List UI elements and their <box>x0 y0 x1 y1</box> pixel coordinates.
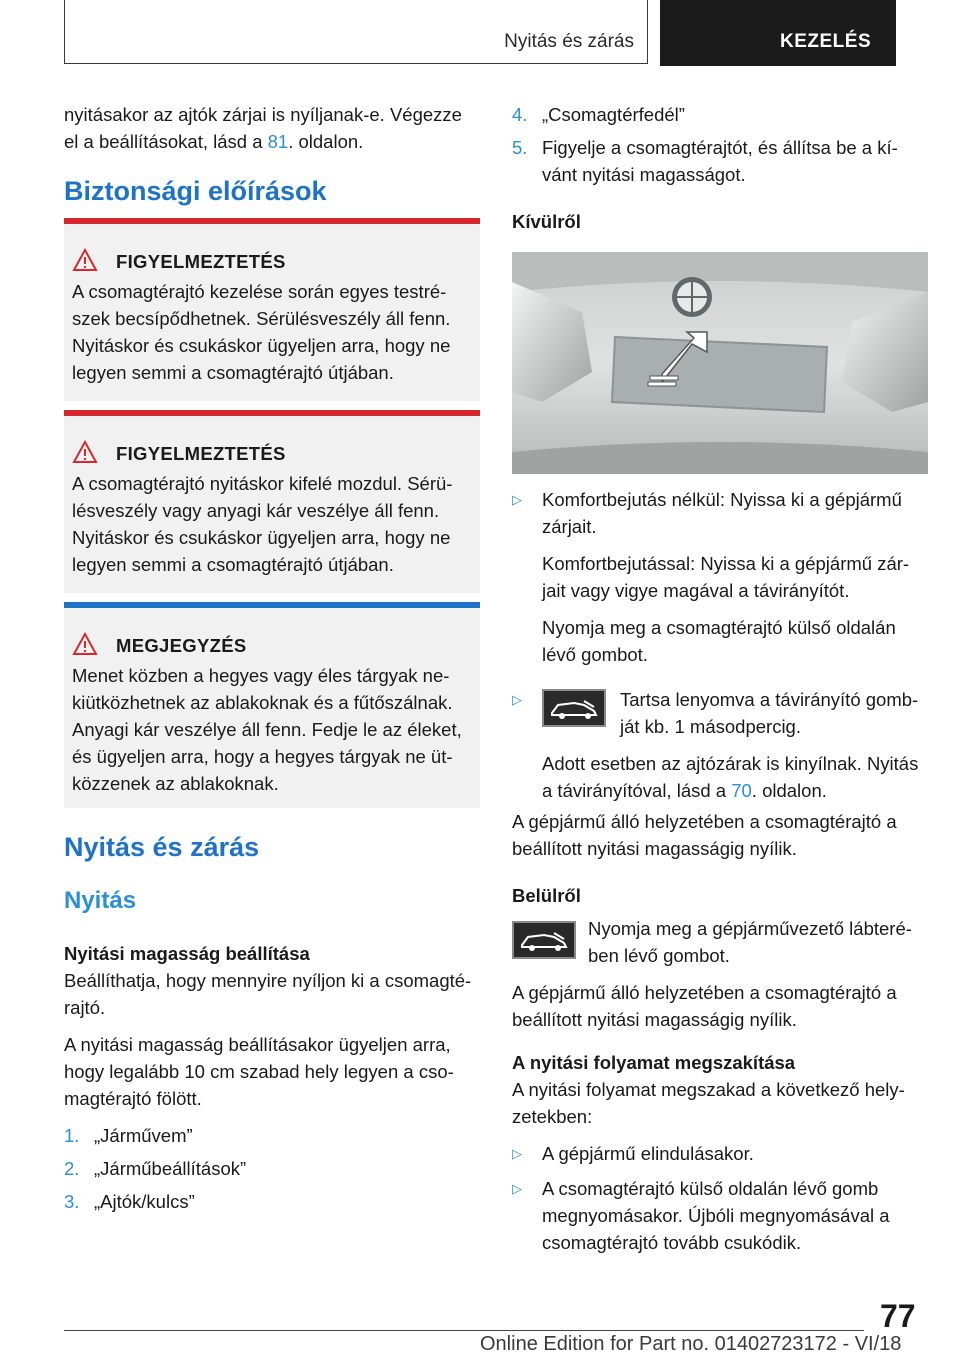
warning-triangle-icon <box>72 248 98 279</box>
page-link-81[interactable]: 81 <box>267 131 289 152</box>
text-block <box>512 808 928 862</box>
warning-box-1 <box>64 218 480 401</box>
note-title: MEGJEGYZÉS <box>116 635 247 656</box>
text-line: zárjait. <box>542 516 597 537</box>
warning-line: Nyitáskor és csukáskor ügyeljen arra, hogy ne <box>72 527 451 548</box>
text-block <box>620 686 928 740</box>
warning-line: A csomagtérajtó nyitáskor kifelé mozdul. Sérü- <box>72 473 453 494</box>
step-number: 4. <box>512 104 528 125</box>
warning-line: A csomagtérajtó kezelése során egyes testré- <box>72 281 447 302</box>
note-line: kiütközhetnek az ablakoknak és a fűtőszálnak. <box>72 692 453 713</box>
list-item <box>64 1122 480 1149</box>
note-box <box>64 602 480 808</box>
steps-list-continued <box>512 101 928 188</box>
warning-line: szek becsípődhetnek. Sérülésveszély áll fenn. <box>72 308 451 329</box>
warning-title: FIGYELMEZTETÉS <box>116 443 286 464</box>
bullet-marker: ▷ <box>512 1146 522 1161</box>
note-bar <box>64 602 480 608</box>
hand-pointer-icon <box>896 26 920 59</box>
text-line: megnyomásakor. Újbóli megnyomásával a <box>542 1205 890 1226</box>
list-item <box>512 101 928 128</box>
text-block <box>542 486 928 540</box>
warning-line: Nyitáskor és csukáskor ügyeljen arra, hogy ne <box>72 335 451 356</box>
text-line: Komfortbejutással: Nyissa ki a gépjármű zár- <box>542 553 910 574</box>
text-block <box>542 750 928 804</box>
text-line: Beállíthatja, hogy mennyire nyíljon ki a csomagté- <box>64 970 472 991</box>
header-chapter-label: KEZELÉS <box>780 31 872 52</box>
text-line: Komfortbejutás nélkül: Nyissa ki a gépjármű <box>542 489 902 510</box>
text-block <box>512 1076 928 1130</box>
bullet-marker: ▷ <box>512 492 522 507</box>
car-trunk-button-icon <box>542 689 606 727</box>
warning-line: lésveszély vagy anyagi kár veszélye áll fenn. <box>72 500 440 521</box>
inside-instruction <box>512 915 928 969</box>
bullet-item <box>512 1175 928 1256</box>
bullet-item <box>512 486 928 668</box>
step-number: 1. <box>64 1125 80 1146</box>
text-line: beállított nyitási magasságig nyílik. <box>512 838 797 859</box>
step-number: 2. <box>64 1158 80 1179</box>
text-line: Adott esetben az ajtózárak is kinyílnak. Nyitás <box>542 753 919 774</box>
intro-text: nyitásakor az ajtók zárjai is nyíljanak-e. Végezze el a beállításokat, lásd a <box>64 104 462 152</box>
open-heading: Nyitás <box>64 887 137 914</box>
text-line: A csomagtérajtó külső oldalán lévő gomb <box>542 1178 879 1199</box>
bullet-item <box>512 1140 928 1167</box>
note-line: közzenek az ablakoknak. <box>72 773 279 794</box>
height-para-1 <box>64 967 480 1021</box>
text-line: jait vagy vigye magával a távirányítót. <box>542 580 850 601</box>
warning-title: FIGYELMEZTETÉS <box>116 251 286 272</box>
warning-bar <box>64 410 480 416</box>
step-number: 3. <box>64 1191 80 1212</box>
bullet-marker: ▷ <box>512 1181 522 1196</box>
step-text: „Járművem” <box>94 1125 193 1146</box>
step-text: „Járműbeállítások” <box>94 1158 247 1179</box>
text-line: a távirányítóval, lásd a <box>542 780 732 801</box>
text-line: A gépjármű álló helyzetében a csomagtérajtó a <box>512 811 897 832</box>
text-block <box>542 1175 928 1256</box>
interrupt-heading: A nyitási folyamat megszakítása <box>512 1052 796 1073</box>
header-section-title: Nyitás és zárás <box>504 31 634 52</box>
height-para-2 <box>64 1031 480 1112</box>
inside-heading: Belülről <box>512 885 581 906</box>
footer-divider <box>64 1330 864 1331</box>
outside-heading: Kívülről <box>512 211 581 232</box>
step-text: „Ajtók/kulcs” <box>94 1191 195 1212</box>
warning-line: legyen semmi a csomagtérajtó útjában. <box>72 554 394 575</box>
text-line: beállított nyitási magasságig nyílik. <box>512 1009 797 1030</box>
text-line: rajtó. <box>64 997 106 1018</box>
text-line: zetekben: <box>512 1106 593 1127</box>
text-line: A nyitási folyamat megszakad a következő hely- <box>512 1079 905 1100</box>
text-block <box>542 550 928 604</box>
list-item <box>64 1155 480 1182</box>
open-close-heading: Nyitás és zárás <box>64 832 260 862</box>
text-line: . oldalon. <box>751 780 827 801</box>
text-line: lévő gombot. <box>542 644 648 665</box>
footer-edition-text: Online Edition for Part no. 01402723172 - VI/18 <box>480 1333 902 1355</box>
text-block <box>512 979 928 1033</box>
intro-text-end: . oldalon. <box>288 131 364 152</box>
intro-paragraph <box>64 101 480 155</box>
page-link-70[interactable]: 70 <box>731 780 752 801</box>
text-line: magtérajtó fölött. <box>64 1088 202 1109</box>
text-block <box>588 915 928 969</box>
bullet-marker: ▷ <box>512 692 522 707</box>
text-line: Tartsa lenyomva a távirányító gomb- <box>620 689 919 710</box>
note-line: Menet közben a hegyes vagy éles tárgyak ne- <box>72 665 450 686</box>
text-line: ben lévő gombot. <box>588 945 730 966</box>
page-number: 77 <box>880 1298 916 1334</box>
text-line: Nyomja meg a csomagtérajtó külső oldalán <box>542 617 896 638</box>
safety-heading: Biztonsági előírások <box>64 176 327 206</box>
text-line: Nyomja meg a gépjárművezető lábteré- <box>588 918 912 939</box>
list-item <box>512 134 928 188</box>
warning-box-2 <box>64 410 480 593</box>
warning-bar <box>64 218 480 224</box>
warning-line: legyen semmi a csomagtérajtó útjában. <box>72 362 394 383</box>
step-text: vánt nyitási magasságot. <box>542 164 746 185</box>
warning-triangle-icon <box>72 440 98 471</box>
text-line: A gépjármű elindulásakor. <box>542 1143 754 1164</box>
tailgate-illustration <box>512 252 928 474</box>
header-chapter-tab <box>660 0 896 66</box>
text-line: A gépjármű álló helyzetében a csomagtérajtó a <box>512 982 897 1003</box>
step-number: 5. <box>512 137 528 158</box>
height-setting-heading: Nyitási magasság beállítása <box>64 943 310 964</box>
list-item <box>64 1188 480 1215</box>
step-text: Figyelje a csomagtérajtót, és állítsa be a kí- <box>542 137 898 158</box>
note-line: és ügyeljen arra, hogy a hegyes tárgyak ne üt- <box>72 746 453 767</box>
bullet-item <box>512 686 928 804</box>
car-trunk-button-icon <box>512 921 576 959</box>
steps-list <box>64 1122 480 1215</box>
note-triangle-icon <box>72 632 98 663</box>
text-line: A nyitási magasság beállításakor ügyeljen arra, <box>64 1034 451 1055</box>
text-block <box>542 614 928 668</box>
note-line: Anyagi kár veszélye áll fenn. Fedje le az éleket, <box>72 719 462 740</box>
text-line: hogy legalább 10 cm szabad hely legyen a cso- <box>64 1061 454 1082</box>
text-line: ját kb. 1 másodpercig. <box>620 716 801 737</box>
text-line: csomagtérajtó tovább csukódik. <box>542 1232 802 1253</box>
step-text: „Csomagtérfedél” <box>542 104 685 125</box>
